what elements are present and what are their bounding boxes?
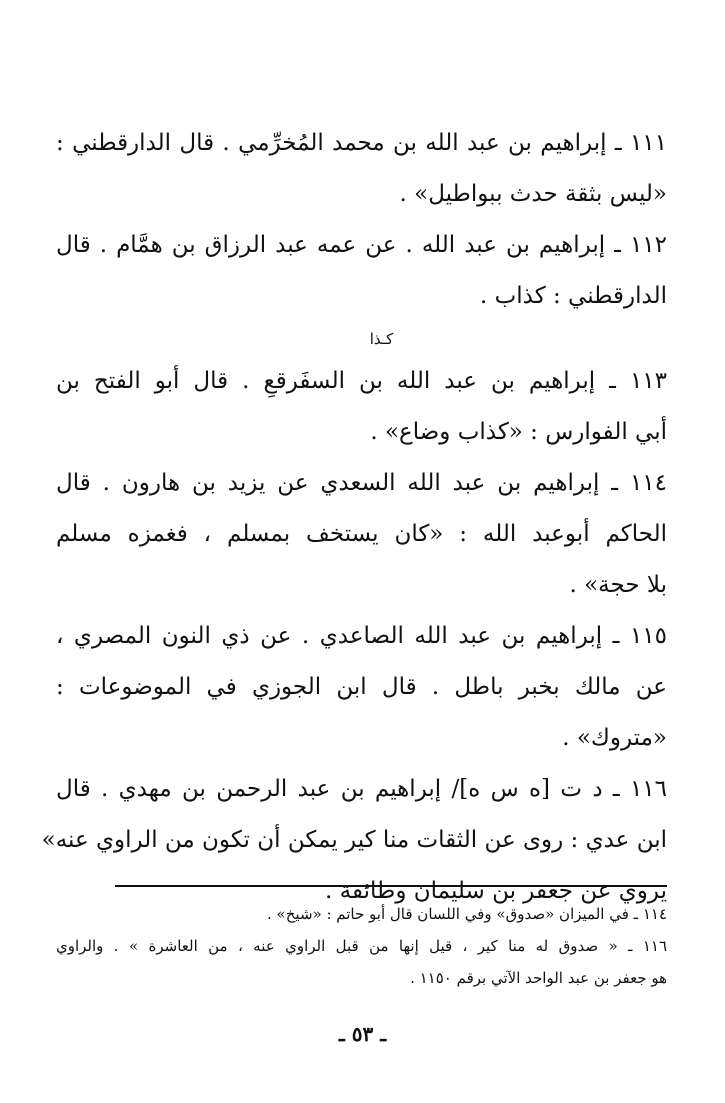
entry-line: أبي الفوارس : «كذاب وضاع» . (370, 419, 667, 445)
entry-114 (56, 458, 667, 611)
entry-line: ابن عدي : روى عن الثقات منا كير يمكن أن تكون من الراوي عنه» (41, 827, 667, 853)
page-number: ـ ٥٣ ـ (338, 1022, 387, 1046)
entry-line: ١١٢ ـ إبراهيم بن عبد الله . عن عمه عبد الرزاق بن همَّام . قال (56, 232, 667, 258)
entry-line: «ليس بثقة حدث ببواطيل» . (399, 181, 667, 207)
entry-line: يروي عن جعفر بن سليمان وطائفة . (325, 878, 667, 904)
footnote-divider (115, 885, 667, 887)
entry-line: بلا حجة» . (569, 572, 667, 598)
entry-line: ١١٦ ـ د ت [ه س ه]/ إبراهيم بن عبد الرحمن بن مهدي . قال (56, 776, 667, 802)
entry-line: ١١٣ ـ إبراهيم بن عبد الله بن السفَرقعِ . قال أبو الفتح بن (56, 368, 667, 394)
entry-111 (56, 118, 667, 220)
footnote-116-continued: هو جعفر بن عبد الواحد الآتي برقم ١١٥٠ . (410, 969, 667, 987)
entry-line: ١١١ ـ إبراهيم بن عبد الله بن محمد المُخرِّمي . قال الدارقطني : (56, 130, 667, 156)
footnote-114: ١١٤ ـ في الميزان «صدوق» وفي اللسان قال أبو حاتم : «شيخ» . (267, 905, 667, 923)
marginal-annotation: كـذا (369, 330, 394, 348)
entry-line: «متروك» . (562, 725, 667, 751)
entry-113 (56, 322, 667, 458)
entry-112 (56, 220, 667, 322)
entry-line: الحاكم أبوعبد الله : «كان يستخف بمسلم ، فغمزه مسلم (56, 521, 667, 547)
entry-line: ١١٤ ـ إبراهيم بن عبد الله السعدي عن يزيد بن هارون . قال (56, 470, 667, 496)
entries-list (41, 118, 667, 917)
entry-line: ١١٥ ـ إبراهيم بن عبد الله الصاعدي . عن ذي النون المصري ، (56, 623, 667, 649)
entry-line: عن مالك بخبر باطل . قال ابن الجوزي في الموضوعات : (56, 674, 667, 700)
entry-line: الدارقطني : كذاب . (480, 283, 667, 309)
footnote-116: ١١٦ ـ « صدوق له منا كير ، قيل إنها من قبل الراوي عنه ، من العاشرة » . والراوي (56, 937, 667, 955)
entry-115 (56, 611, 667, 764)
footnotes (56, 898, 667, 994)
entry-116 (41, 764, 667, 917)
